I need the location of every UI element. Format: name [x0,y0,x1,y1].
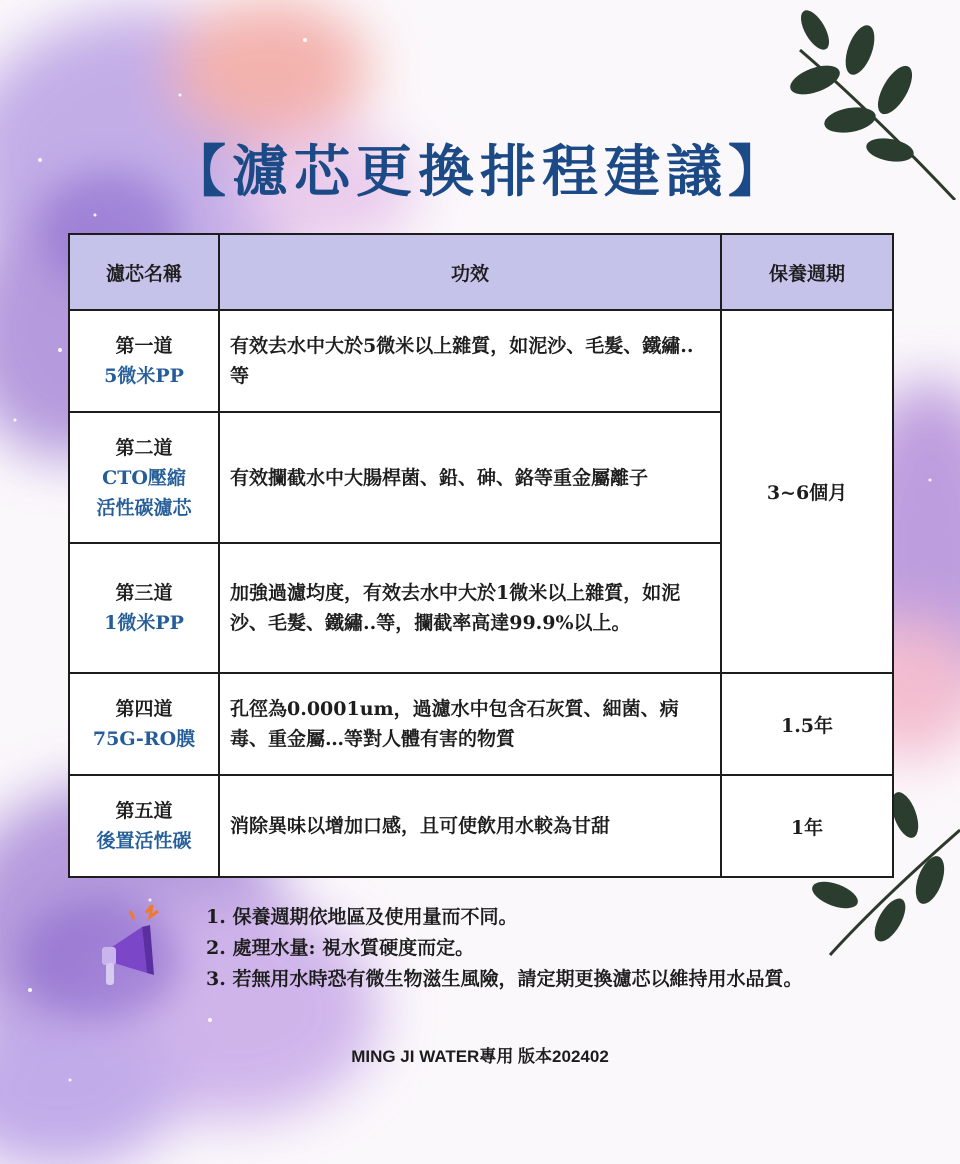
table-row [69,310,893,412]
header-filter-name: 濾芯名稱 [69,234,219,310]
table-row [69,775,893,877]
filter-name-cell [69,310,219,412]
filter-schedule-table [68,233,894,878]
filter-stage: 第一道 [115,335,173,357]
footer-version: MING JI WATER專用 版本202402 [351,1047,609,1066]
megaphone-icon [92,905,162,995]
filter-effect: 孔徑為0.0001um，過濾水中包含石灰質、細菌、病毒、重金屬…等對人體有害的物質 [219,673,721,775]
filter-model: CTO壓縮活性碳濾芯 [96,466,192,519]
filter-effect: 有效去水中大於5微米以上雜質，如泥沙、毛髮、鐵繡..等 [219,310,721,412]
note-item: 3. 若無用水時恐有微生物滋生風險，請定期更換濾芯以維持用水品質。 [206,968,803,990]
filter-cycle: 1年 [721,775,893,877]
filter-stage: 第五道 [115,800,173,822]
table-row [69,673,893,775]
header-effect: 功效 [219,234,721,310]
table-header-row [69,234,893,310]
note-item: 2. 處理水量: 視水質硬度而定。 [206,937,475,959]
filter-name-cell [69,412,219,543]
filter-effect: 加強過濾均度，有效去水中大於1微米以上雜質，如泥沙、毛髮、鐵繡..等，攔截率高達99.9%以上。 [219,543,721,673]
filter-cycle: 1.5年 [721,673,893,775]
filter-effect: 有效攔截水中大腸桿菌、鉛、砷、鉻等重金屬離子 [219,412,721,543]
notes-list [206,902,802,995]
filter-name-cell [69,543,219,673]
filter-stage: 第二道 [115,436,173,459]
filter-model: 後置活性碳 [96,830,192,852]
header-cycle: 保養週期 [721,234,893,310]
page-title: 【濾芯更換排程建議】 [170,139,790,205]
filter-name-cell [69,775,219,877]
filter-model: 75G-RO膜 [92,728,196,750]
filter-cycle: 3~6個月 [721,310,893,673]
note-item: 1. 保養週期依地區及使用量而不同。 [206,906,518,928]
filter-model: 1微米PP [104,612,184,634]
filter-effect: 消除異味以增加口感，且可使飲用水較為甘甜 [219,775,721,877]
filter-name-cell [69,673,219,775]
filter-model: 5微米PP [104,365,184,387]
filter-stage: 第三道 [115,582,173,604]
filter-stage: 第四道 [115,698,173,720]
